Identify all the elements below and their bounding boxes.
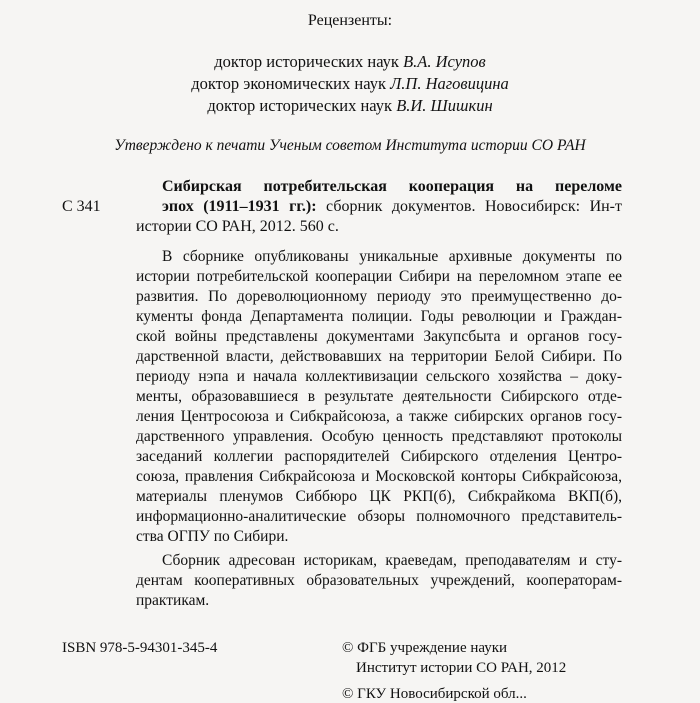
reviewer-name: В.А. Исупов (403, 52, 486, 71)
reviewer-degree: доктор экономических наук (191, 74, 386, 93)
abstract-line: дентам кооперативных образовательных учреждений, кооператорам- (136, 572, 622, 589)
reviewer-3 (0, 96, 700, 116)
abstract-line: ской войны представлены документами Закупсбыта и органов госу- (136, 328, 622, 345)
catalog-line-rest: истории СО РАН, 2012. 560 с. (136, 218, 339, 235)
copyright-line: Институт истории СО РАН, 2012 (356, 660, 567, 676)
catalog-line-2 (162, 198, 622, 216)
catalog-title-bold: Сибирская потребительская кооперация на переломе (162, 178, 622, 195)
catalog-line-3 (136, 218, 622, 236)
abstract-line: кументы фонда Департамента полиции. Годы революции и Граждан- (136, 308, 622, 325)
abstract-line: дарственной власти, действовавших на территории Белой Сибири. По (136, 348, 622, 365)
reviewer-name: Л.П. Наговицина (390, 74, 509, 93)
reviewer-degree: доктор исторических наук (214, 52, 399, 71)
abstract-line: материалы пленумов Сиббюро ЦК РКП(б), Сибкрайкома ВКП(б), (136, 488, 622, 505)
abstract-line: истории потребительской кооперации Сибири на переломном этапе ее (136, 268, 622, 285)
abstract-line: ления Центросоюза и Сибкрайсоюза, а также сибирских органов госу- (136, 408, 622, 425)
copyright-line: © ГКУ Новосибирской обл... (342, 686, 527, 702)
abstract-line: менты, образовавшиеся в результате деятельности Сибирского отде- (136, 388, 622, 405)
abstract-line: союза, правления Сибкрайсоюза и Московской конторы Сибкрайсоюза, (136, 468, 622, 485)
abstract-line: периоду нэпа и начала коллективизации сельского хозяйства – доку- (136, 368, 622, 385)
abstract-line: заседаний коллегии распорядителей Сибирского отделения Центро- (136, 448, 622, 465)
catalog-line-1 (162, 178, 622, 196)
reviewer-2 (0, 74, 700, 94)
copyright-line: © ФГБ учреждение науки (342, 640, 508, 656)
isbn-number: ISBN 978-5-94301-345-4 (62, 640, 218, 656)
catalog-line-rest: сборник документов. Новосибирск: Ин-т (316, 198, 623, 215)
catalog-title-bold: эпох (1911–1931 гг.): (162, 198, 317, 215)
reviewer-1 (0, 52, 700, 72)
abstract-line: Сборник адресован историкам, краеведам, преподавателям и сту- (162, 552, 622, 569)
abstract-line: дарственного управления. Особую ценность представляют протоколы (136, 428, 622, 445)
catalog-code: С 341 (62, 198, 101, 215)
reviewers-heading: Рецензенты: (307, 12, 393, 29)
reviewer-name: В.И. Шишкин (396, 96, 493, 115)
reviewer-degree: доктор исторических наук (207, 96, 393, 115)
abstract-line: ства ОГПУ по Сибири. (136, 528, 289, 545)
abstract-line: развития. По дореволюционному периоду это преимущественно до- (136, 288, 622, 305)
abstract-line: В сборнике опубликованы уникальные архивные документы по (162, 248, 622, 265)
abstract-line: практикам. (136, 592, 210, 609)
abstract-line: информационно-аналитические обзоры полномочного представитель- (136, 508, 622, 525)
approval-note: Утверждено к печати Ученым советом Института истории СО РАН (114, 137, 586, 154)
